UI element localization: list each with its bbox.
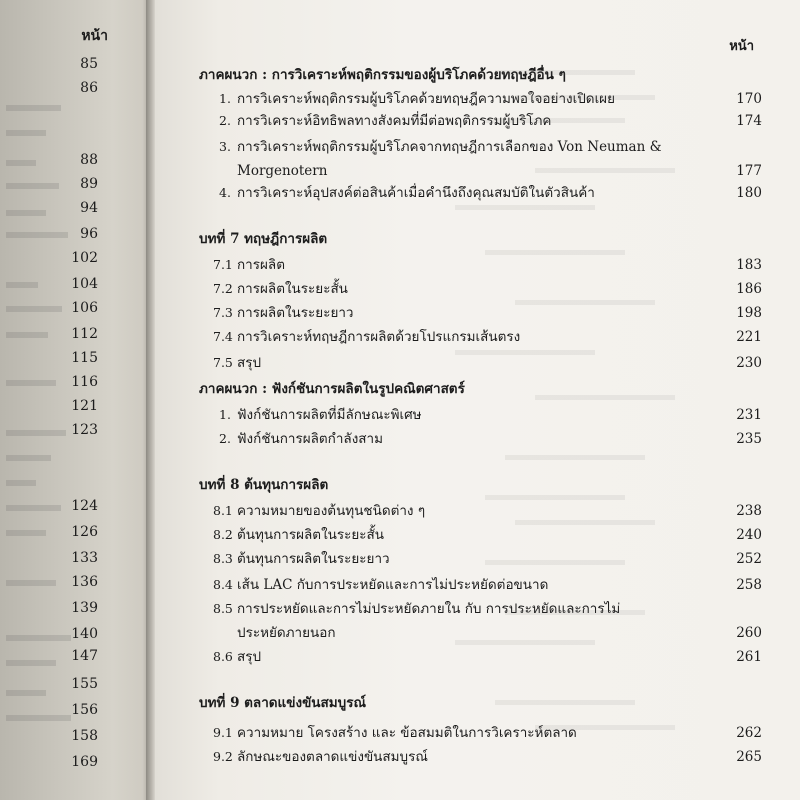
- toc-page-number: 183: [736, 257, 762, 273]
- right-page: [155, 0, 800, 800]
- toc-entry: [155, 646, 800, 668]
- show-through-mark: [515, 520, 655, 525]
- toc-entry-number: 8.4: [213, 577, 233, 592]
- toc-page-number: 265: [736, 749, 762, 765]
- toc-entry: [155, 474, 800, 496]
- show-through-mark: [6, 455, 51, 461]
- toc-entry: [155, 428, 800, 450]
- show-through-mark: [6, 130, 46, 136]
- toc-entry-title: การวิเคราะห์ทฤษฎีการผลิตด้วยโปรแกรมเส้นตรง: [237, 329, 521, 345]
- toc-entry-title: ความหมาย โครงสร้าง และ ข้อสมมติในการวิเคราะห์ตลาด: [237, 725, 577, 741]
- show-through-mark: [6, 160, 36, 166]
- toc-entry-number: 8.1: [213, 503, 233, 518]
- show-through-mark: [495, 70, 635, 75]
- show-through-mark: [6, 530, 46, 536]
- toc-page-number: 186: [736, 281, 762, 297]
- toc-entry: [155, 278, 800, 300]
- show-through-mark: [485, 250, 625, 255]
- toc-entry-number: 8.6: [213, 649, 233, 664]
- show-through-mark: [6, 715, 71, 721]
- toc-entry: [155, 548, 800, 570]
- toc-entry-title: การผลิต: [237, 257, 285, 273]
- left-page-number: 115: [71, 350, 98, 366]
- toc-section-heading: บทที่ 9 ตลาดแข่งขันสมบูรณ์: [199, 695, 367, 711]
- show-through-mark: [6, 635, 71, 641]
- toc-page-number: 174: [736, 113, 762, 129]
- left-page-number: 139: [71, 600, 98, 616]
- left-page-number: 121: [71, 398, 98, 414]
- toc-entry-title: การผลิตในระยะสั้น: [237, 281, 348, 297]
- left-page-number: 136: [71, 574, 98, 590]
- toc-entry: [155, 722, 800, 744]
- left-page: [0, 0, 150, 800]
- toc-page-number: 261: [736, 649, 762, 665]
- toc-entry-title: สรุป: [237, 649, 262, 665]
- left-page-number: 112: [71, 326, 98, 342]
- toc-entry: [155, 500, 800, 522]
- toc-entry: [155, 228, 800, 250]
- left-page-number: 158: [71, 728, 98, 744]
- toc-entry: [155, 160, 800, 182]
- toc-page-number: 177: [736, 163, 762, 179]
- left-page-number: 88: [80, 152, 98, 168]
- left-page-number: 123: [71, 422, 98, 438]
- left-page-number: 155: [71, 676, 98, 692]
- left-page-number: 124: [71, 498, 98, 514]
- show-through-mark: [515, 300, 655, 305]
- show-through-mark: [6, 183, 59, 189]
- show-through-mark: [6, 306, 62, 312]
- toc-entry-number: 7.1: [213, 257, 233, 272]
- toc-entry-title: ต้นทุนการผลิตในระยะยาว: [237, 551, 390, 567]
- toc-entry-number: 8.3: [213, 551, 233, 566]
- toc-entry: [155, 88, 800, 110]
- show-through-mark: [515, 95, 655, 100]
- toc-entry-title: การวิเคราะห์พฤติกรรมผู้บริโภคจากทฤษฎีการเลือกของ Von Neuman &: [237, 139, 662, 155]
- show-through-mark: [6, 380, 56, 386]
- toc-entry: [155, 326, 800, 348]
- toc-entry-title: สรุป: [237, 355, 262, 371]
- left-page-number: 89: [80, 176, 98, 192]
- toc-section-heading: ภาคผนวก : ฟังก์ชันการผลิตในรูปคณิตศาสตร์: [199, 381, 465, 397]
- left-page-number: 96: [80, 226, 98, 242]
- toc-entry-title: ลักษณะของตลาดแข่งขันสมบูรณ์: [237, 749, 428, 765]
- toc-entry-title: การผลิตในระยะยาว: [237, 305, 354, 321]
- toc-entry-number: 7.5: [213, 355, 233, 370]
- toc-entry-title: Morgenotern: [237, 163, 328, 179]
- toc-entry: [155, 136, 800, 158]
- toc-section-heading: บทที่ 8 ต้นทุนการผลิต: [199, 477, 329, 493]
- toc-entry-title: การประหยัดและการไม่ประหยัดภายใน กับ การประหยัดและการไม่: [237, 601, 621, 617]
- show-through-mark: [6, 505, 61, 511]
- toc-entry-title: การวิเคราะห์พฤติกรรมผู้บริโภคด้วยทฤษฎีความพอใจอย่างเปิดเผย: [237, 91, 616, 107]
- toc-entry-number: 1.: [219, 91, 231, 106]
- left-page-number: 133: [71, 550, 98, 566]
- toc-entry: [155, 524, 800, 546]
- show-through-mark: [495, 700, 635, 705]
- show-through-mark: [6, 282, 38, 288]
- show-through-mark: [6, 480, 36, 486]
- show-through-mark: [455, 350, 595, 355]
- toc-page-number: 198: [736, 305, 762, 321]
- toc-entry-title: ฟังก์ชันการผลิตกำลังสาม: [237, 431, 384, 447]
- show-through-mark: [6, 232, 68, 238]
- left-page-number: 104: [71, 276, 98, 292]
- left-page-number: 106: [71, 300, 98, 316]
- toc-entry-title: ประหยัดภายนอก: [237, 625, 336, 641]
- toc-entry-number: 3.: [219, 139, 231, 154]
- toc-entry-number: 7.4: [213, 329, 233, 344]
- toc-page-number: 221: [736, 329, 762, 345]
- toc-entry: [155, 182, 800, 204]
- show-through-mark: [535, 168, 675, 173]
- toc-page-number: 170: [736, 91, 762, 107]
- toc-entry-title: ความหมายของต้นทุนชนิดต่าง ๆ: [237, 503, 426, 519]
- show-through-mark: [535, 395, 675, 400]
- left-page-number: 147: [71, 648, 98, 664]
- show-through-mark: [6, 690, 46, 696]
- toc-entry: [155, 254, 800, 276]
- show-through-mark: [485, 118, 625, 123]
- toc-entry-title: การวิเคราะห์อุปสงค์ต่อสินค้าเมื่อคำนึงถึงคุณสมบัติในตัวสินค้า: [237, 185, 595, 201]
- toc-entry: [155, 302, 800, 324]
- left-page-number: 156: [71, 702, 98, 718]
- toc-entry-title: ฟังก์ชันการผลิตที่มีลักษณะพิเศษ: [237, 407, 422, 423]
- show-through-mark: [6, 332, 48, 338]
- left-page-number: 169: [71, 754, 98, 770]
- toc-section-heading: ภาคผนวก : การวิเคราะห์พฤติกรรมของผู้บริโภคด้วยทฤษฎีอื่น ๆ: [199, 67, 566, 83]
- show-through-mark: [6, 105, 61, 111]
- left-page-number: 86: [80, 80, 98, 96]
- left-page-number: 116: [71, 374, 98, 390]
- toc-entry: [155, 746, 800, 768]
- toc-entry: [155, 378, 800, 400]
- left-page-number: 94: [80, 200, 98, 216]
- toc-entry-title: ต้นทุนการผลิตในระยะสั้น: [237, 527, 385, 543]
- left-page-number: 102: [71, 250, 98, 266]
- show-through-mark: [485, 560, 625, 565]
- show-through-mark: [485, 495, 625, 500]
- show-through-mark: [535, 725, 675, 730]
- toc-entry: [155, 404, 800, 426]
- toc-page-number: 235: [736, 431, 762, 447]
- toc-page-number: 260: [736, 625, 762, 641]
- toc-page-number: 231: [736, 407, 762, 423]
- toc-section-heading: บทที่ 7 ทฤษฎีการผลิต: [199, 231, 328, 247]
- toc-entry-number: 8.5: [213, 601, 233, 616]
- left-page-number: 140: [71, 626, 98, 642]
- toc-page-number: 258: [736, 577, 762, 593]
- show-through-mark: [505, 455, 645, 460]
- left-page-number: 85: [80, 56, 98, 72]
- toc-entry-number: 2.: [219, 431, 231, 446]
- toc-entry-title: เส้น LAC กับการประหยัดและการไม่ประหยัดต่อขนาด: [237, 577, 549, 593]
- toc-page-number: 252: [736, 551, 762, 567]
- toc-page-number: 230: [736, 355, 762, 371]
- toc-page-number: 262: [736, 725, 762, 741]
- right-page-header: หน้า: [729, 39, 754, 54]
- toc-page-number: 240: [736, 527, 762, 543]
- toc-entry-number: 8.2: [213, 527, 233, 542]
- show-through-mark: [6, 430, 66, 436]
- show-through-mark: [505, 610, 645, 615]
- show-through-mark: [6, 210, 46, 216]
- toc-entry-number: 7.3: [213, 305, 233, 320]
- toc-entry-number: 4.: [219, 185, 231, 200]
- show-through-mark: [455, 640, 595, 645]
- show-through-mark: [6, 580, 56, 586]
- toc-entry-number: 9.2: [213, 749, 233, 764]
- toc-entry-number: 2.: [219, 113, 231, 128]
- left-page-number: 126: [71, 524, 98, 540]
- toc-entry: [155, 692, 800, 714]
- toc-entry-number: 1.: [219, 407, 231, 422]
- toc-entry: [155, 110, 800, 132]
- toc-entry: [155, 598, 800, 620]
- toc-entry: [155, 574, 800, 596]
- show-through-mark: [455, 205, 595, 210]
- left-page-header: หน้า: [81, 28, 108, 44]
- toc-page-number: 238: [736, 503, 762, 519]
- toc-entry: [155, 64, 800, 86]
- toc-entry-number: 7.2: [213, 281, 233, 296]
- show-through-mark: [6, 660, 56, 666]
- toc-page-number: 180: [736, 185, 762, 201]
- toc-entry: [155, 352, 800, 374]
- toc-entry-title: การวิเคราะห์อิทธิพลทางสังคมที่มีต่อพฤติกรรมผู้บริโภค: [237, 113, 552, 129]
- toc-entry-number: 9.1: [213, 725, 233, 740]
